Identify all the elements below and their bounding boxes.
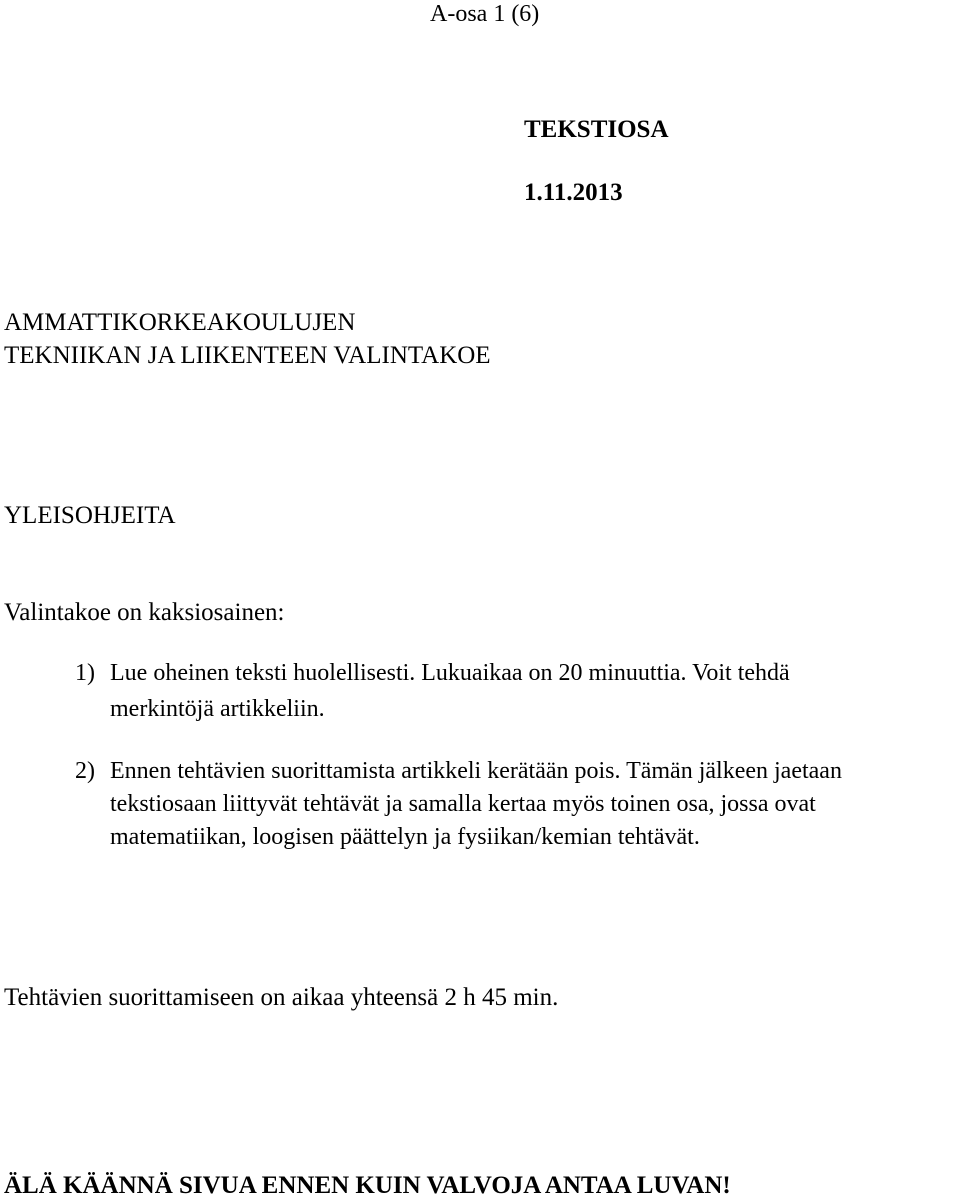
list-item-line: Ennen tehtävien suorittamista artikkeli kerätään pois. Tämän jälkeen jaetaan [110,758,842,784]
list-item-line: tekstiosaan liittyvät tehtävät ja samalla kertaa myös toinen osa, jossa ovat [110,791,816,817]
intro-text: Valintakoe on kaksiosainen: [4,599,285,626]
time-limit-note: Tehtävien suorittamiseen on aikaa yhteensä 2 h 45 min. [4,984,559,1011]
page-number-label: A-osa 1 (6) [430,1,540,27]
list-item-line: Lue oheinen teksti huolellisesti. Lukuaikaa on 20 minuuttia. Voit tehdä [110,660,790,686]
warning-text: ÄLÄ KÄÄNNÄ SIVUA ENNEN KUIN VALVOJA ANTAA LUVAN! [4,1172,731,1199]
section-heading: YLEISOHJEITA [4,502,176,529]
exam-date: 1.11.2013 [524,179,623,206]
title-line-2: TEKNIIKAN JA LIIKENTEEN VALINTAKOE [4,342,491,369]
title-line-1: AMMATTIKORKEAKOULUJEN [4,309,356,336]
list-item-number: 2) [75,758,95,784]
document-label: TEKSTIOSA [524,116,669,143]
list-item-line: matematiikan, loogisen päättelyn ja fysiikan/kemian tehtävät. [110,824,700,850]
list-item-line: merkintöjä artikkeliin. [110,696,325,722]
list-item-number: 1) [75,660,95,686]
